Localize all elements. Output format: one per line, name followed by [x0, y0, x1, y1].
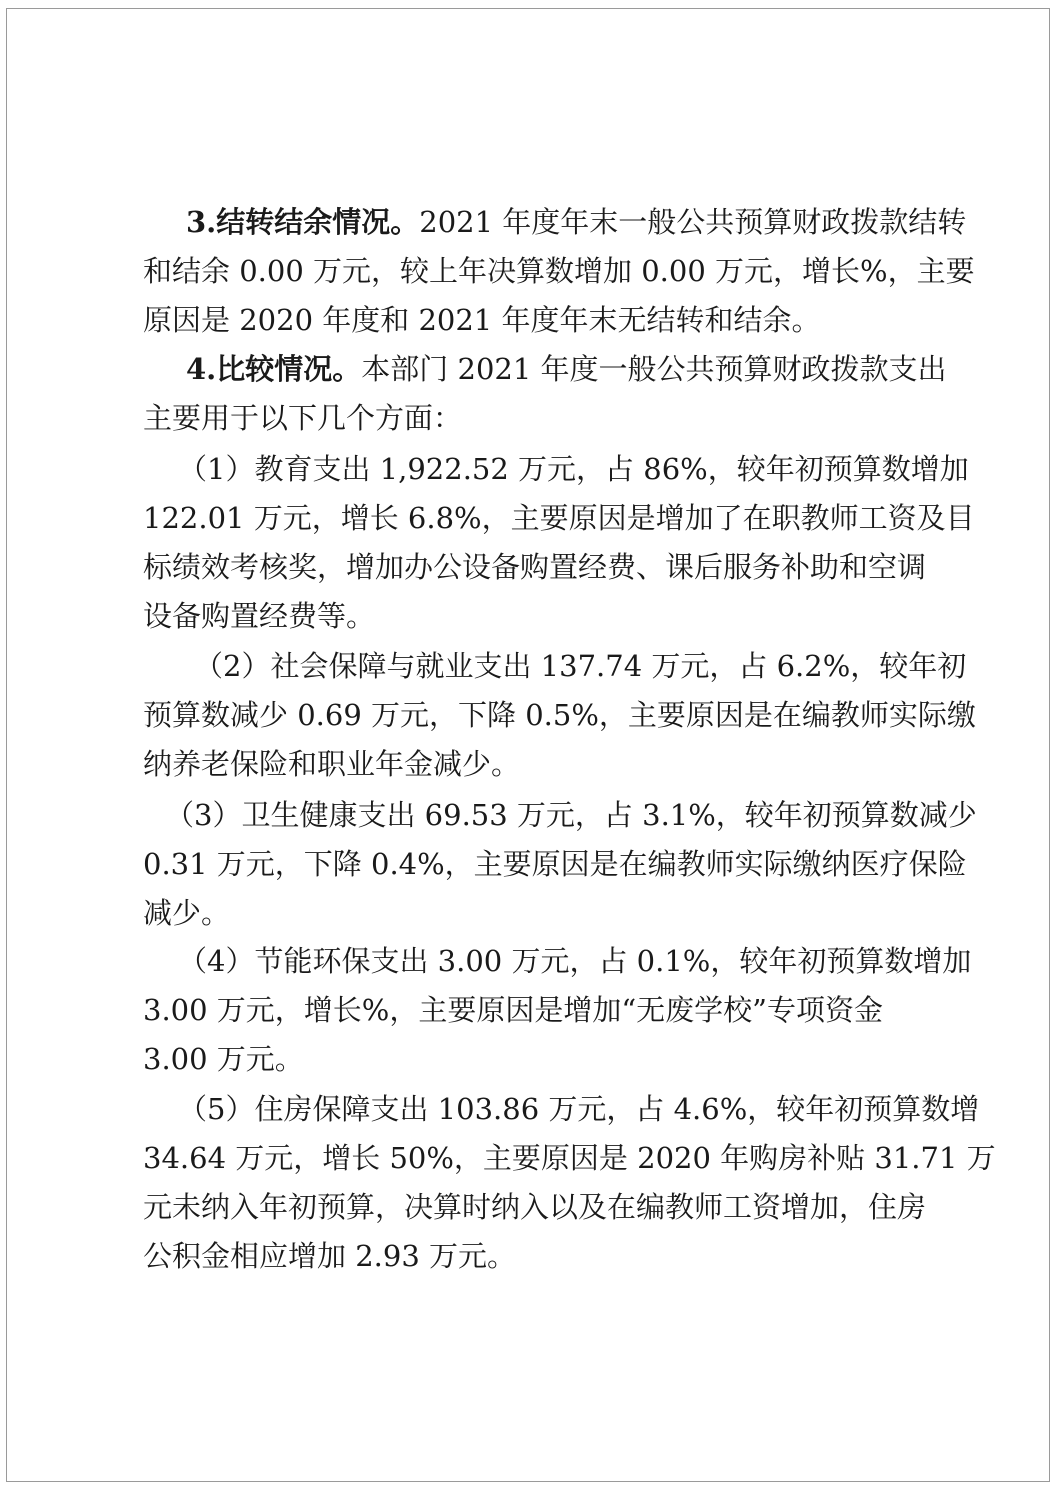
item2-line1: （2）社会保障与就业支出 137.74 万元，占 6.2%，较年初 — [194, 649, 967, 683]
section3-line1-text: 2021 年度年末一般公共预算财政拨款结转 — [419, 205, 967, 239]
section3-line2: 和结余 0.00 万元，较上年决算数增加 0.00 万元，增长%，主要 — [143, 254, 975, 288]
item5-line1: （5）住房保障支出 103.86 万元，占 4.6%，较年初预算数增 — [178, 1092, 980, 1126]
item1-line2: 122.01 万元，增长 6.8%，主要原因是增加了在职教师工资及目 — [143, 501, 975, 535]
item2-line2: 预算数减少 0.69 万元，下降 0.5%，主要原因是在编教师实际缴 — [143, 698, 976, 732]
item4-line1: （4）节能环保支出 3.00 万元，占 0.1%，较年初预算数增加 — [178, 944, 972, 978]
section4-heading: 4.比较情况。 — [186, 352, 362, 386]
item5-line3: 元未纳入年初预算，决算时纳入以及在编教师工资增加，住房 — [143, 1190, 927, 1224]
item1-line3: 标绩效考核奖，增加办公设备购置经费、课后服务补助和空调 — [143, 550, 927, 584]
section4-line1 — [186, 351, 947, 387]
item5-line2: 34.64 万元，增长 50%，主要原因是 2020 年购房补贴 31.71 万 — [143, 1141, 996, 1175]
section3-line3: 原因是 2020 年度和 2021 年度年末无结转和结余。 — [143, 303, 821, 337]
section4-line1-text: 本部门 2021 年度一般公共预算财政拨款支出 — [361, 352, 947, 386]
item4-line2: 3.00 万元，增长%，主要原因是增加“无废学校”专项资金 — [143, 993, 883, 1027]
section3-line1 — [186, 204, 966, 240]
item3-line2: 0.31 万元，下降 0.4%，主要原因是在编教师实际缴纳医疗保险 — [143, 847, 967, 881]
item4-line3: 3.00 万元。 — [143, 1042, 304, 1076]
item3-line3: 减少。 — [143, 896, 231, 930]
item3-line1: （3）卫生健康支出 69.53 万元，占 3.1%，较年初预算数减少 — [165, 798, 977, 832]
item1-line1: （1）教育支出 1,922.52 万元，占 86%，较年初预算数增加 — [178, 452, 969, 486]
section4-line2: 主要用于以下几个方面： — [143, 401, 463, 435]
item2-line3: 纳养老保险和职业年金减少。 — [143, 747, 521, 781]
item1-line4: 设备购置经费等。 — [143, 599, 376, 633]
section3-heading: 3.结转结余情况。 — [186, 205, 420, 239]
item5-line4: 公积金相应增加 2.93 万元。 — [143, 1239, 517, 1273]
